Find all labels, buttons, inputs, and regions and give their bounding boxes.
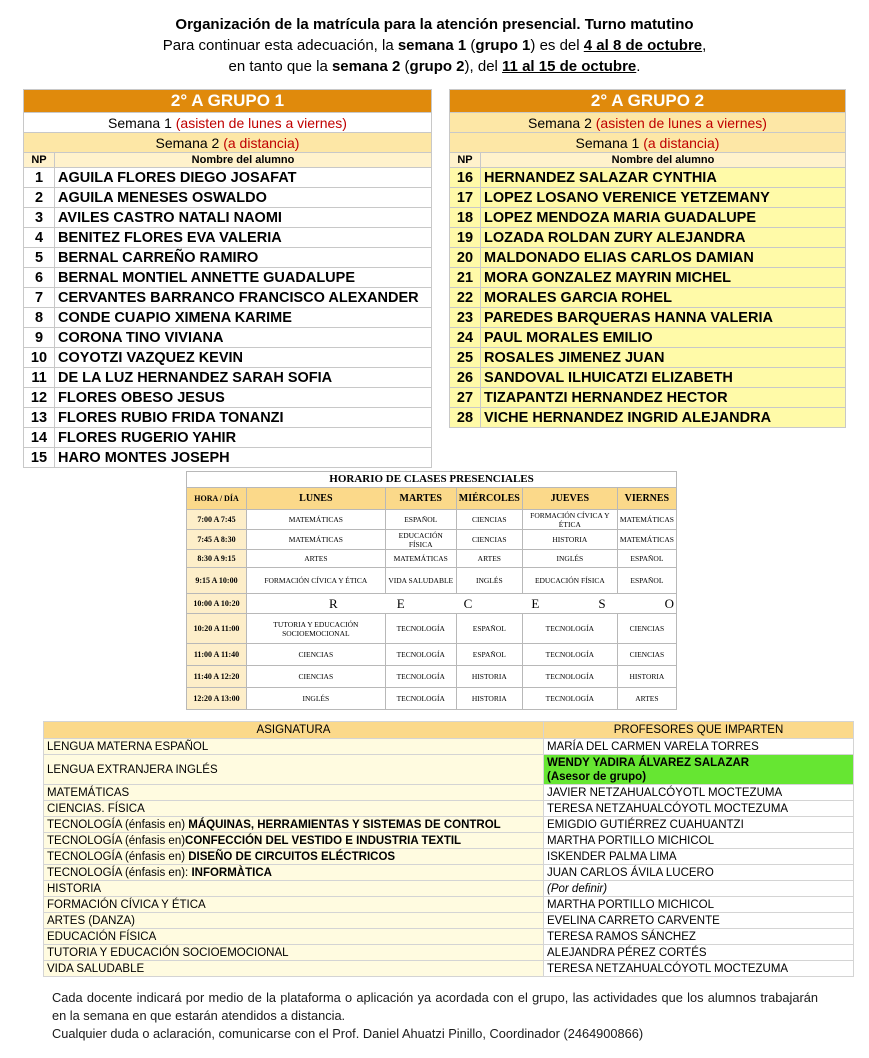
schedule-cell: ESPAÑOL: [456, 644, 522, 666]
student-name: CERVANTES BARRANCO FRANCISCO ALEXANDER: [55, 288, 432, 308]
schedule-hour: 8:30 A 9:15: [187, 550, 247, 568]
schedule-cell: MATEMÁTICAS: [385, 550, 456, 568]
schedule-cell: MATEMÁTICAS: [617, 510, 676, 530]
student-name: AVILES CASTRO NATALI NAOMI: [55, 208, 432, 228]
schedule-cell: CIENCIAS: [247, 666, 386, 688]
student-number: 11: [24, 368, 55, 388]
teacher-cell: [544, 881, 854, 897]
student-name: PAREDES BARQUERAS HANNA VALERIA: [481, 308, 846, 328]
schedule-hour: 12:20 A 13:00: [187, 688, 247, 710]
teacher-row: [44, 929, 854, 945]
student-number: 21: [450, 268, 481, 288]
subject-name: ARTES (DANZA): [47, 914, 135, 927]
teacher-row: [44, 961, 854, 977]
subject-cell: [44, 739, 544, 755]
schedule-cell: INGLÉS: [247, 688, 386, 710]
schedule-cell: TECNOLOGÍA: [385, 644, 456, 666]
student-row: [24, 328, 432, 348]
schedule-row: [187, 530, 677, 550]
header-text: (: [400, 58, 410, 75]
student-row: [450, 328, 846, 348]
week-label: Semana 2: [155, 134, 220, 151]
teacher-row: [44, 755, 854, 785]
header-line-3: [0, 56, 869, 77]
student-row: [450, 268, 846, 288]
schedule-cell: ESPAÑOL: [385, 510, 456, 530]
student-number: 28: [450, 408, 481, 428]
student-number: 9: [24, 328, 55, 348]
group-1-week-remote: [24, 133, 432, 153]
student-row: [450, 288, 846, 308]
header-text: ) es del: [530, 37, 584, 54]
schedule-cell: FORMACIÓN CÍVICA Y ÉTICA: [247, 568, 386, 594]
student-number: 23: [450, 308, 481, 328]
schedule-table: [186, 471, 677, 710]
schedule-cell: ARTES: [247, 550, 386, 568]
schedule-cell: INGLÉS: [456, 568, 522, 594]
schedule-hour: 10:20 A 11:00: [187, 614, 247, 644]
student-name: PAUL MORALES EMILIO: [481, 328, 846, 348]
student-number: 27: [450, 388, 481, 408]
schedule-row: [187, 510, 677, 530]
schedule-cell: TECNOLOGÍA: [385, 614, 456, 644]
recess-letter: R: [329, 596, 338, 611]
schedule-cell: TECNOLOGÍA: [522, 688, 617, 710]
teacher-name: (Por definir): [547, 882, 608, 895]
student-row: [24, 188, 432, 208]
day-header: VIERNES: [617, 488, 676, 510]
schedule-cell: ESPAÑOL: [617, 550, 676, 568]
student-number: 16: [450, 168, 481, 188]
student-number: 4: [24, 228, 55, 248]
day-header: MIÉRCOLES: [456, 488, 522, 510]
schedule-cell: MATEMÁTICAS: [247, 510, 386, 530]
schedule-cell: HISTORIA: [456, 666, 522, 688]
schedule-row: [187, 688, 677, 710]
subject-cell: [44, 801, 544, 817]
teacher-cell: [544, 785, 854, 801]
student-row: [24, 268, 432, 288]
student-row: [24, 448, 432, 468]
student-name: COYOTZI VAZQUEZ KEVIN: [55, 348, 432, 368]
schedule-hour-header: HORA / DÍA: [187, 488, 247, 510]
footer-paragraph: Cada docente indicará por medio de la plataforma o aplicación ya acordada con el grupo, las actividades que los alumnos trabajarán en la semana en que estarán atendidos a distancia.: [52, 990, 818, 1023]
student-row: [24, 428, 432, 448]
header-title: Organización de la matrícula para la atención presencial. Turno matutino: [175, 16, 694, 33]
student-row: [24, 248, 432, 268]
student-row: [24, 348, 432, 368]
student-row: [450, 188, 846, 208]
subject-name: TUTORIA Y EDUCACIÓN SOCIOEMOCIONAL: [47, 946, 289, 959]
student-name: FLORES OBESO JESUS: [55, 388, 432, 408]
student-row: [450, 368, 846, 388]
student-name: HERNANDEZ SALAZAR CYNTHIA: [481, 168, 846, 188]
student-number: 13: [24, 408, 55, 428]
teacher-cell: [544, 833, 854, 849]
header-date-range: 11 al 15 de octubre: [502, 58, 637, 75]
group-2-table: [449, 89, 846, 428]
subject-emphasis: CONFECCIÓN DEL VESTIDO E INDUSTRIA TEXTIL: [185, 834, 462, 847]
header-line-2: [0, 35, 869, 56]
student-number: 17: [450, 188, 481, 208]
student-row: [24, 388, 432, 408]
col-np-header: NP: [24, 153, 55, 168]
teacher-row: [44, 897, 854, 913]
teacher-cell: [544, 739, 854, 755]
recess-letter: E: [396, 596, 405, 611]
teacher-row: [44, 865, 854, 881]
subject-name: TECNOLOGÍA (énfasis en): [47, 850, 189, 863]
teacher-cell: [544, 929, 854, 945]
schedule-cell: TECNOLOGÍA: [522, 614, 617, 644]
teacher-row: [44, 801, 854, 817]
student-name: AGUILA FLORES DIEGO JOSAFAT: [55, 168, 432, 188]
student-number: 5: [24, 248, 55, 268]
subject-name: EDUCACIÓN FÍSICA: [47, 930, 157, 943]
schedule-cell: EDUCACIÓN FÍSICA: [385, 530, 456, 550]
student-number: 12: [24, 388, 55, 408]
student-number: 24: [450, 328, 481, 348]
student-row: [450, 408, 846, 428]
subject-name: LENGUA MATERNA ESPAÑOL: [47, 740, 209, 753]
schedule-cell: TUTORIA Y EDUCACIÓN SOCIOEMOCIONAL: [247, 614, 386, 644]
teacher-row: [44, 817, 854, 833]
schedule-hour: 11:00 A 11:40: [187, 644, 247, 666]
teacher-name: MARTHA PORTILLO MICHICOL: [547, 898, 714, 911]
student-number: 20: [450, 248, 481, 268]
schedule-cell: VIDA SALUDABLE: [385, 568, 456, 594]
student-name: CONDE CUAPIO XIMENA KARIME: [55, 308, 432, 328]
week-note: (a distancia): [219, 134, 300, 151]
page-header: [0, 14, 869, 77]
teacher-cell: [544, 817, 854, 833]
schedule-title: HORARIO DE CLASES PRESENCIALES: [187, 472, 677, 488]
student-number: 2: [24, 188, 55, 208]
student-name: FLORES RUBIO FRIDA TONANZI: [55, 408, 432, 428]
teacher-row: [44, 913, 854, 929]
teacher-row: [44, 739, 854, 755]
schedule-cell: CIENCIAS: [456, 530, 522, 550]
schedule-cell: ARTES: [456, 550, 522, 568]
subject-name: TECNOLOGÍA (énfasis en): [47, 818, 189, 831]
student-number: 18: [450, 208, 481, 228]
header-text: ), del: [464, 58, 503, 75]
subject-name: TECNOLOGÍA (énfasis en): [47, 834, 186, 847]
teacher-column-header: PROFESORES QUE IMPARTEN: [544, 722, 854, 739]
week-label: Semana 1: [108, 114, 172, 131]
teacher-cell: [544, 801, 854, 817]
student-name: VICHE HERNANDEZ INGRID ALEJANDRA: [481, 408, 846, 428]
student-name: MORALES GARCIA ROHEL: [481, 288, 846, 308]
teachers-table: [43, 721, 854, 977]
footer-note: [52, 989, 818, 1043]
student-name: HARO MONTES JOSEPH: [55, 448, 432, 468]
schedule-hour: 11:40 A 12:20: [187, 666, 247, 688]
student-name: SANDOVAL ILHUICATZI ELIZABETH: [481, 368, 846, 388]
teacher-name: ISKENDER PALMA LIMA: [547, 850, 677, 863]
schedule-cell: ARTES: [617, 688, 676, 710]
student-name: LOPEZ MENDOZA MARIA GUADALUPE: [481, 208, 846, 228]
teacher-cell: [544, 865, 854, 881]
teacher-cell: [544, 755, 854, 785]
schedule-cell: EDUCACIÓN FÍSICA: [522, 568, 617, 594]
recess-label: [329, 596, 674, 611]
teacher-name: JUAN CARLOS ÁVILA LUCERO: [547, 866, 714, 879]
schedule-row: [187, 666, 677, 688]
week-note: (asisten de lunes a viernes): [591, 114, 767, 131]
schedule-cell: HISTORIA: [617, 666, 676, 688]
teacher-cell: [544, 961, 854, 977]
group-1-week-attend: [24, 113, 432, 133]
student-name: MORA GONZALEZ MAYRIN MICHEL: [481, 268, 846, 288]
student-name: ROSALES JIMENEZ JUAN: [481, 348, 846, 368]
subject-cell: [44, 833, 544, 849]
schedule-cell: TECNOLOGÍA: [522, 666, 617, 688]
schedule-cell: ESPAÑOL: [456, 614, 522, 644]
teacher-name: TERESA NETZAHUALCÓYOTL MOCTEZUMA: [547, 962, 789, 975]
student-name: TIZAPANTZI HERNANDEZ HECTOR: [481, 388, 846, 408]
teacher-note: (Asesor de grupo): [547, 770, 647, 783]
student-name: BERNAL MONTIEL ANNETTE GUADALUPE: [55, 268, 432, 288]
week-label: Semana 2: [528, 114, 592, 131]
subject-emphasis: MÁQUINAS, HERRAMIENTAS Y SISTEMAS DE CONTROL: [188, 818, 501, 831]
subject-name: HISTORIA: [47, 882, 102, 895]
student-row: [450, 388, 846, 408]
group-2-title: 2° A GRUPO 2: [450, 90, 846, 113]
student-row: [450, 248, 846, 268]
student-number: 19: [450, 228, 481, 248]
student-row: [450, 228, 846, 248]
teacher-row: [44, 945, 854, 961]
subject-cell: [44, 849, 544, 865]
subject-column-header: ASIGNATURA: [44, 722, 544, 739]
subject-cell: [44, 881, 544, 897]
week-note: (asisten de lunes a viernes): [171, 114, 347, 131]
student-row: [24, 208, 432, 228]
schedule-cell: HISTORIA: [522, 530, 617, 550]
recess-cell: [247, 594, 677, 614]
subject-name: VIDA SALUDABLE: [47, 962, 145, 975]
schedule-cell: INGLÉS: [522, 550, 617, 568]
student-row: [24, 408, 432, 428]
student-name: BENITEZ FLORES EVA VALERIA: [55, 228, 432, 248]
header-text: (: [466, 37, 476, 54]
week-label: Semana 1: [575, 134, 640, 151]
student-number: 25: [450, 348, 481, 368]
schedule-cell: CIENCIAS: [617, 644, 676, 666]
subject-name: TECNOLOGÍA (énfasis en):: [47, 866, 192, 879]
schedule-cell: TECNOLOGÍA: [385, 666, 456, 688]
subject-emphasis: DISEÑO DE CIRCUITOS ELÉCTRICOS: [188, 850, 396, 863]
group-1-title: 2° A GRUPO 1: [24, 90, 432, 113]
subject-name: MATEMÁTICAS: [47, 786, 130, 799]
student-number: 3: [24, 208, 55, 228]
col-name-header: Nombre del alumno: [55, 153, 432, 168]
schedule-cell: TECNOLOGÍA: [522, 644, 617, 666]
schedule-row: [187, 568, 677, 594]
student-number: 14: [24, 428, 55, 448]
recess-letter: S: [598, 596, 606, 611]
header-date-range: 4 al 8 de octubre: [583, 37, 703, 54]
group-1-table: [23, 89, 432, 468]
schedule-row: [187, 550, 677, 568]
subject-cell: [44, 961, 544, 977]
schedule-cell: FORMACIÓN CÍVICA Y ÉTICA: [522, 510, 617, 530]
student-row: [24, 168, 432, 188]
subject-cell: [44, 945, 544, 961]
header-week: semana 2: [331, 58, 401, 75]
teacher-cell: [544, 913, 854, 929]
teacher-name: MARTHA PORTILLO MICHICOL: [547, 834, 714, 847]
teacher-row: [44, 833, 854, 849]
recess-letter: E: [531, 596, 540, 611]
student-name: MALDONADO ELIAS CARLOS DAMIAN: [481, 248, 846, 268]
subject-cell: [44, 755, 544, 785]
student-number: 1: [24, 168, 55, 188]
student-number: 8: [24, 308, 55, 328]
subject-name: LENGUA EXTRANJERA INGLÉS: [47, 763, 218, 776]
student-number: 26: [450, 368, 481, 388]
schedule-hour: 9:15 A 10:00: [187, 568, 247, 594]
student-name: AGUILA MENESES OSWALDO: [55, 188, 432, 208]
subject-emphasis: INFORMÀTICA: [191, 866, 272, 879]
student-row: [450, 308, 846, 328]
subject-cell: [44, 929, 544, 945]
schedule-hour: 10:00 A 10:20: [187, 594, 247, 614]
student-row: [24, 288, 432, 308]
subject-cell: [44, 785, 544, 801]
schedule-cell: CIENCIAS: [617, 614, 676, 644]
schedule-row: [187, 594, 677, 614]
student-row: [24, 308, 432, 328]
schedule-cell: MATEMÁTICAS: [617, 530, 676, 550]
teacher-name: WENDY YADIRA ÁLVAREZ SALAZAR: [547, 756, 750, 769]
student-number: 7: [24, 288, 55, 308]
header-text: .: [636, 58, 641, 75]
day-header: JUEVES: [522, 488, 617, 510]
student-name: CORONA TINO VIVIANA: [55, 328, 432, 348]
subject-cell: [44, 897, 544, 913]
teacher-name: EMIGDIO GUTIÉRREZ CUAHUANTZI: [547, 818, 744, 831]
schedule-cell: CIENCIAS: [456, 510, 522, 530]
schedule-hour: 7:45 A 8:30: [187, 530, 247, 550]
header-text: ,: [702, 37, 707, 54]
student-row: [450, 208, 846, 228]
schedule-cell: TECNOLOGÍA: [385, 688, 456, 710]
student-name: LOPEZ LOSANO VERENICE YETZEMANY: [481, 188, 846, 208]
student-name: BERNAL CARREÑO RAMIRO: [55, 248, 432, 268]
header-week: semana 1: [397, 37, 467, 54]
teacher-cell: [544, 897, 854, 913]
schedule-row: [187, 614, 677, 644]
teacher-row: [44, 881, 854, 897]
header-text: Para continuar esta adecuación, la: [162, 37, 398, 54]
recess-letter: O: [664, 596, 674, 611]
student-name: LOZADA ROLDAN ZURY ALEJANDRA: [481, 228, 846, 248]
student-row: [450, 168, 846, 188]
teacher-name: MARÍA DEL CARMEN VARELA TORRES: [547, 740, 759, 753]
schedule-row: [187, 644, 677, 666]
header-text: en tanto que la: [228, 58, 332, 75]
teacher-name: JAVIER NETZAHUALCÓYOTL MOCTEZUMA: [547, 786, 783, 799]
group-2-week-remote: [450, 133, 846, 153]
student-number: 22: [450, 288, 481, 308]
student-row: [450, 348, 846, 368]
schedule-cell: ESPAÑOL: [617, 568, 676, 594]
student-number: 15: [24, 448, 55, 468]
teacher-name: TERESA NETZAHUALCÓYOTL MOCTEZUMA: [547, 802, 789, 815]
student-row: [24, 368, 432, 388]
group-2-week-attend: [450, 113, 846, 133]
recess-letter: C: [463, 596, 473, 611]
teacher-name: ALEJANDRA PÉREZ CORTÉS: [547, 946, 707, 959]
week-note: (a distancia): [639, 134, 720, 151]
subject-cell: [44, 913, 544, 929]
schedule-cell: MATEMÁTICAS: [247, 530, 386, 550]
day-header: MARTES: [385, 488, 456, 510]
schedule-cell: HISTORIA: [456, 688, 522, 710]
student-name: FLORES RUGERIO YAHIR: [55, 428, 432, 448]
teacher-name: TERESA RAMOS SÁNCHEZ: [547, 930, 696, 943]
subject-name: FORMACIÓN CÍVICA Y ÉTICA: [47, 898, 206, 911]
footer-contact: Cualquier duda o aclaración, comunicarse con el Prof. Daniel Ahuatzi Pinillo, Coordinador (2464900866): [52, 1026, 644, 1041]
student-row: [24, 228, 432, 248]
teacher-name: EVELINA CARRETO CARVENTE: [547, 914, 720, 927]
student-name: DE LA LUZ HERNANDEZ SARAH SOFIA: [55, 368, 432, 388]
teacher-row: [44, 785, 854, 801]
student-number: 10: [24, 348, 55, 368]
subject-cell: [44, 865, 544, 881]
header-group: grupo 1: [475, 37, 531, 54]
teacher-cell: [544, 849, 854, 865]
student-number: 6: [24, 268, 55, 288]
teacher-cell: [544, 945, 854, 961]
col-name-header: Nombre del alumno: [481, 153, 846, 168]
header-group: grupo 2: [409, 58, 465, 75]
subject-cell: [44, 817, 544, 833]
col-np-header: NP: [450, 153, 481, 168]
schedule-cell: CIENCIAS: [247, 644, 386, 666]
day-header: LUNES: [247, 488, 386, 510]
subject-name: CIENCIAS. FÍSICA: [47, 802, 145, 815]
schedule-hour: 7:00 A 7:45: [187, 510, 247, 530]
teacher-row: [44, 849, 854, 865]
